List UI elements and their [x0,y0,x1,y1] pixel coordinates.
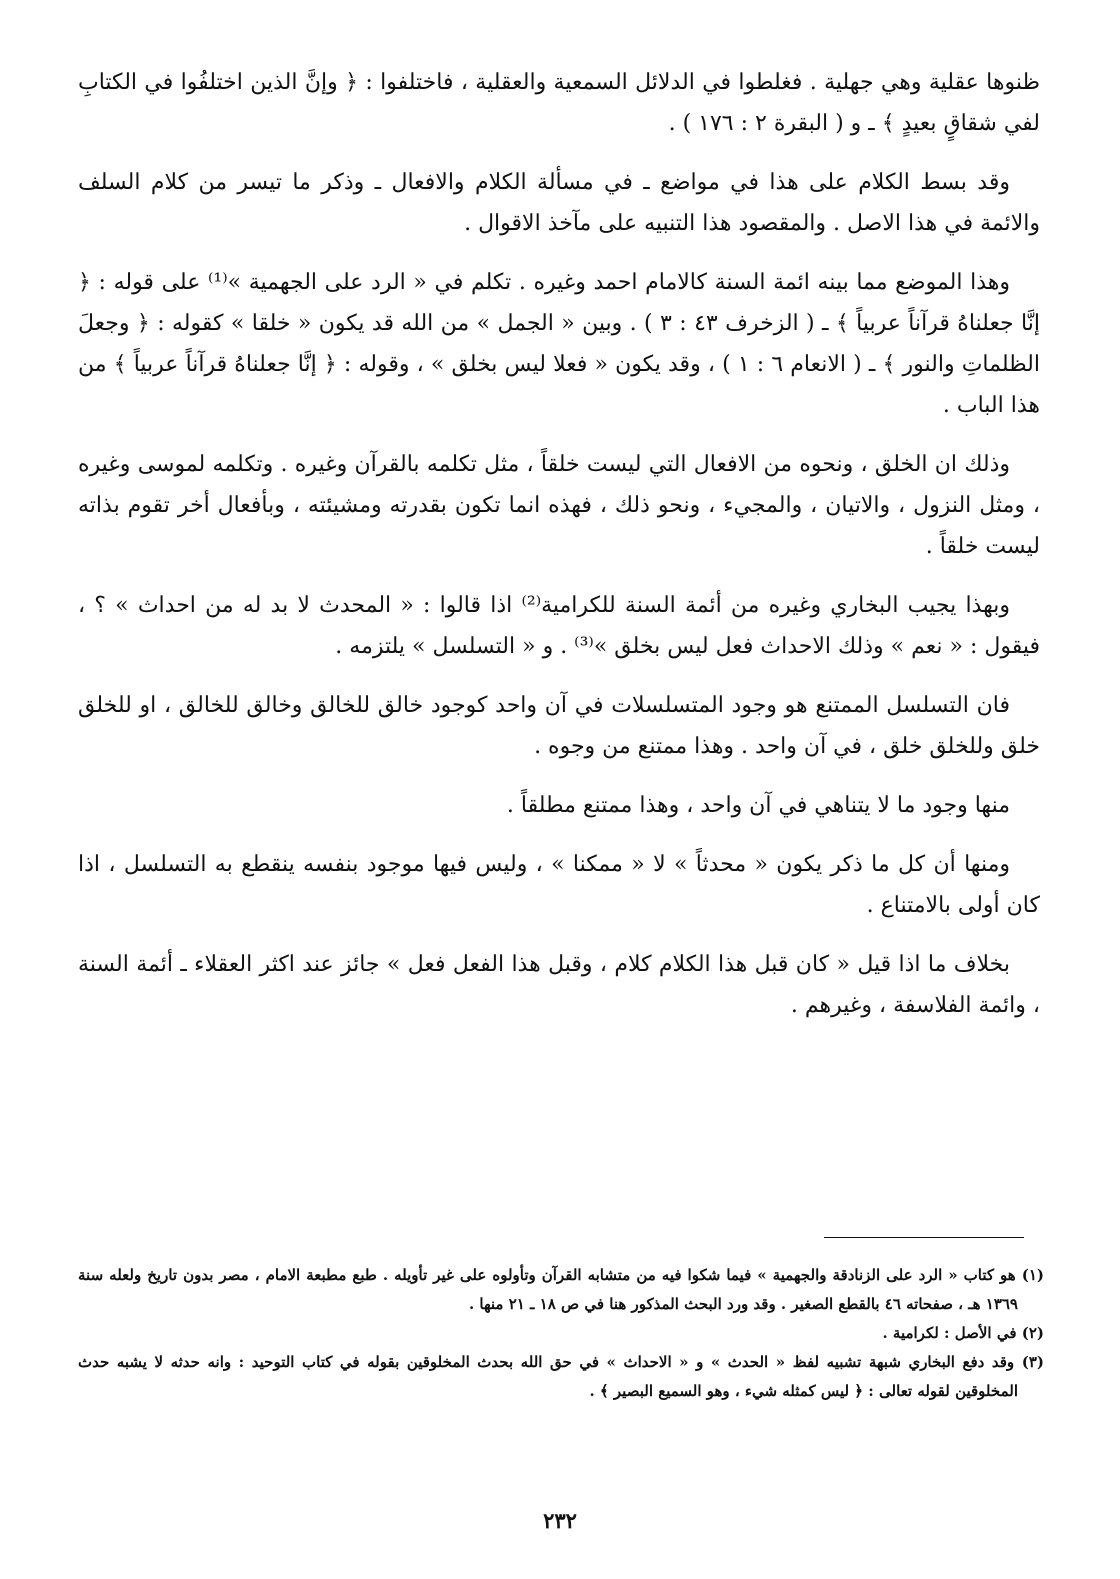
main-text [78,62,1040,1044]
footnote-3: (٣) وقد دفع البخاري شبهة تشبيه لفظ « الحدث » و « الاحداث » في حق الله بحدث المخلوقين بقوله في كتاب التوحيد : وانه حدثه لا يشبه حدث المخلوقين لقوله تعالى : ﴿ ليس كمثله شيء ، وهو السميع البصير ﴾ . [78,1353,1044,1400]
paragraph-8: ومنها أن كل ما ذكر يكون « محدثاً » لا « ممكنا » ، وليس فيها موجود بنفسه ينقطع به التسلسل ، اذا كان أولى بالامتناع . [78,852,1040,918]
paragraph-7: منها وجود ما لا يتناهي في آن واحد ، وهذا ممتنع مطلقاً . [506,793,1010,818]
paragraph-4: وذلك ان الخلق ، ونحوه من الافعال التي ليست خلقاً ، مثل تكلمه بالقرآن وغيره . وتكلمه لموسى وغيره ، ومثل النزول ، والاتيان ، والمجيء ، ونحو ذلك ، فهذه انما تكون بقدرته ومشيئته ، وبأفعال أخر تقوم بذاته ليست خلقاً . [78,452,1040,559]
paragraph-6: فان التسلسل الممتنع هو وجود المتسلسلات في آن واحد كوجود خالق للخالق وخالق للخالق ، او للخلق خلق وللخلق خلق ، في آن واحد . وهذا ممتنع من وجوه . [78,693,1040,759]
footnote-2: (٢) في الأصل : لكرامية . [882,1324,1044,1342]
footnote-1: (١) هو كتاب « الرد على الزنادقة والجهمية » فيما شكوا فيه من متشابه القرآن وتأولوه على غير تأويله . طبع مطبعة الامام ، مصر بدون تاريخ ولعله سنة ١٣٦٩ هـ ، صفحاته ٤٦ بالقطع الصغير . وقد ورد البحث المذكور هنا في ص ١٨ ـ ٢١ منها . [78,1266,1044,1313]
footnote-divider [824,1237,1024,1238]
paragraph-5: وبهذا يجيب البخاري وغيره من أئمة السنة للكرامية⁽²⁾ اذا قالوا : « المحدث لا بد له من احداث » ؟ ، فيقول : « نعم » وذلك الاحداث فعل ليس بخلق »⁽³⁾ . و « التسلسل » يلتزمه . [78,593,1040,659]
paragraph-2: وقد بسط الكلام على هذا في مواضع ـ في مسألة الكلام والافعال ـ وذكر ما تيسر من كلام السلف والائمة في هذا الاصل . والمقصود هذا التنبيه على مآخذ الاقوال . [78,170,1040,236]
paragraph-9: بخلاف ما اذا قيل « كان قبل هذا الكلام كلام ، وقبل هذا الفعل فعل » جائز عند اكثر العقلاء ـ أئمة السنة ، وائمة الفلاسفة ، وغيرهم . [78,952,1040,1018]
page-number: ٢٣٢ [543,1508,577,1533]
footnotes [78,1261,1044,1406]
paragraph-1: ظنوها عقلية وهي جهلية . فغلطوا في الدلائل السمعية والعقلية ، فاختلفوا : ﴿ وإنَّ الذين اختلفُوا في الكتابِ لفي شقاقٍ بعيدٍ ﴾ ـ و ( البقرة ٢ : ١٧٦ ) . [78,70,1040,136]
paragraph-3: وهذا الموضع مما بينه ائمة السنة كالامام احمد وغيره . تكلم في « الرد على الجهمية »⁽¹⁾ على قوله : ﴿ إنَّا جعلناهُ قرآناً عربياً ﴾ ـ ( الزخرف ٤٣ : ٣ ) . وبين « الجمل » من الله قد يكون « خلقا » كقوله : ﴿ وجعلَ الظلماتِ والنور ﴾ ـ ( الانعام ٦ : ١ ) ، وقد يكون « فعلا ليس بخلق » ، وقوله : ﴿ إنَّا جعلناهُ قرآناً عربياً ﴾ من هذا الباب . [78,270,1040,418]
